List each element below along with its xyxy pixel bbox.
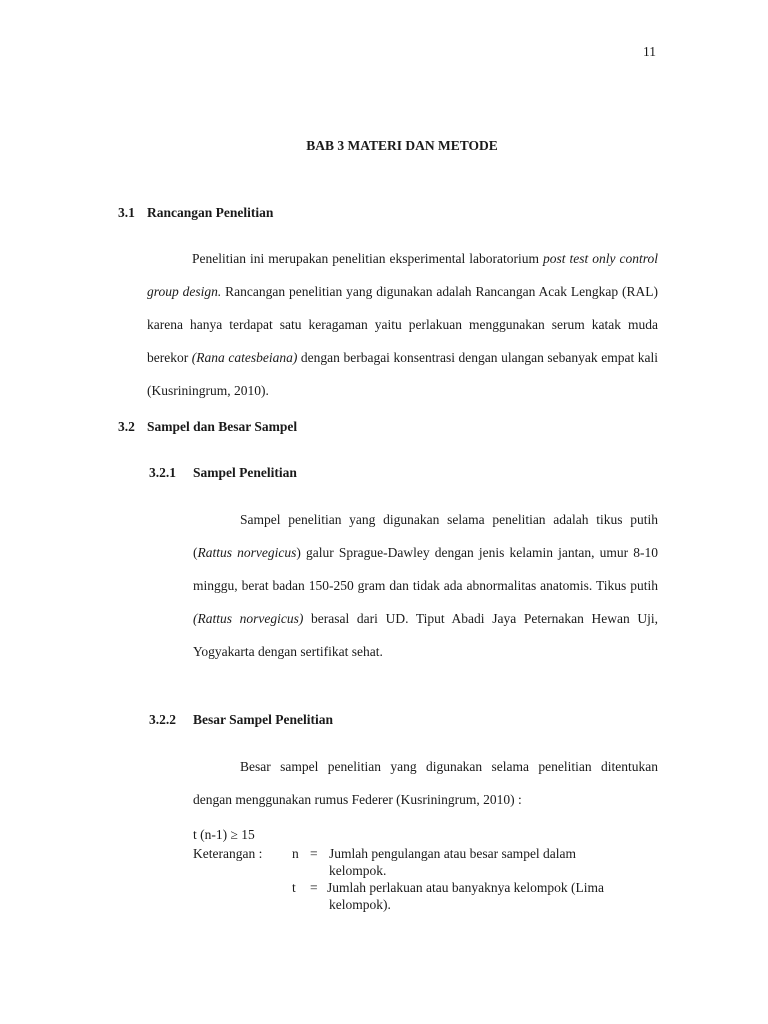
section-3-1-heading — [118, 205, 273, 221]
p321-text-e: berasal dari UD. Tiput Abadi Jaya Peternakan Hewan Uji, Yogyakarta dengan sertifikat sehat. — [193, 611, 658, 659]
keterangan-t-equals: = — [310, 880, 318, 895]
keterangan-n-desc-1: Jumlah pengulangan atau besar sampel dalam — [329, 846, 577, 861]
keterangan-t-desc-2: kelompok). — [329, 897, 391, 912]
p31-text-c: Rancangan penelitian yang digunakan adalah Rancangan Acak Lengkap (RAL) karena hanya terdapat satu keragaman yaitu perlakuan menggunakan serum katak muda berekor — [147, 284, 659, 365]
formula: t (n-1) ≥ 15 — [193, 827, 255, 842]
p31-species-name: (Rana catesbeiana) — [191, 350, 298, 365]
section-3-2-1-title: Sampel Penelitian — [193, 465, 297, 480]
section-3-2-1-heading — [149, 465, 297, 481]
p31-text-a: Penelitian ini merupakan penelitian eksperimental laboratorium — [192, 251, 543, 266]
section-3-1-paragraph — [147, 242, 658, 407]
section-3-2-1-paragraph — [193, 503, 658, 668]
p321-species-name-2: (Rattus norvegicus) — [193, 611, 304, 626]
section-3-2-heading — [118, 419, 297, 435]
p31-text-e: dengan berbagai konsentrasi dengan ulangan sebanyak empat kali (Kusriningrum, 2010). — [147, 350, 659, 398]
section-3-1-title: Rancangan Penelitian — [147, 205, 274, 220]
keterangan-n-symbol: n — [292, 846, 299, 861]
section-3-2-2-heading — [149, 712, 333, 728]
p321-species-name-1: Rattus norvegicus — [197, 545, 297, 560]
keterangan-n-equals: = — [310, 846, 318, 861]
p321-text-c: ) galur Sprague-Dawley dengan jenis kelamin jantan, umur 8-10 minggu, berat badan 150-250 gram dan tidak ada abnormalitas anatomis. Tikus putih — [193, 545, 658, 593]
chapter-title: BAB 3 MATERI DAN METODE — [306, 138, 498, 153]
keterangan-label: Keterangan : — [193, 846, 263, 861]
p31-design-term: post test only control group design. — [147, 251, 658, 299]
section-3-2-1-number: 3.2.1 — [149, 465, 176, 480]
keterangan-t-desc-1: Jumlah perlakuan atau banyaknya kelompok (Lima — [327, 880, 605, 895]
p321-text-a: Sampel penelitian yang digunakan selama penelitian adalah tikus putih ( — [193, 512, 658, 560]
section-3-2-2-paragraph — [193, 750, 658, 816]
section-3-1-number: 3.1 — [118, 205, 135, 220]
page-number: 11 — [643, 44, 656, 59]
section-3-2-number: 3.2 — [118, 419, 135, 434]
section-3-2-title: Sampel dan Besar Sampel — [147, 419, 298, 434]
section-3-2-2-title: Besar Sampel Penelitian — [193, 712, 333, 727]
keterangan-t-symbol: t — [292, 880, 296, 895]
p322-text: Besar sampel penelitian yang digunakan selama penelitian ditentukan dengan menggunakan rumus Federer (Kusriningrum, 2010) : — [193, 759, 658, 807]
keterangan-n-desc-2: kelompok. — [329, 863, 387, 878]
section-3-2-2-number: 3.2.2 — [149, 712, 176, 727]
